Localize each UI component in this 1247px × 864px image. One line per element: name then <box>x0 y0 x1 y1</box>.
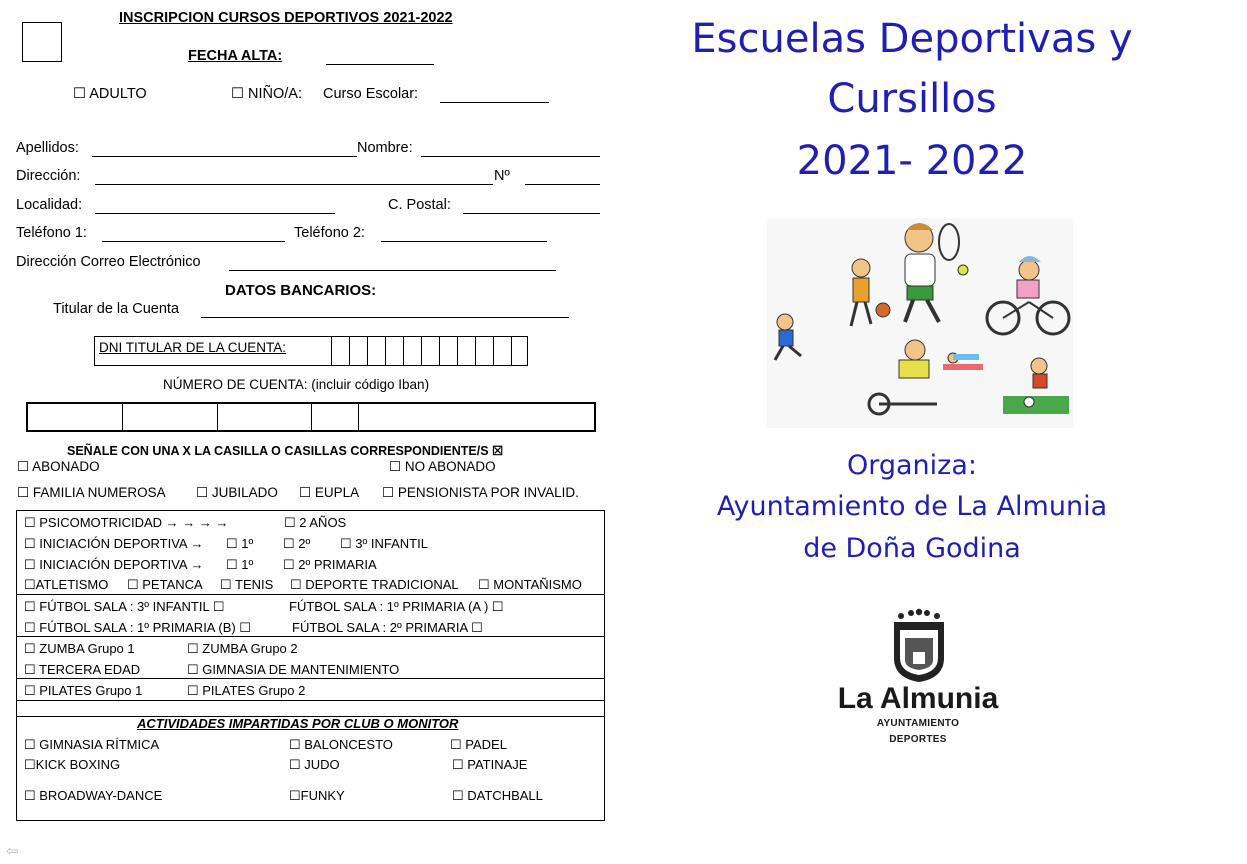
cpostal-field[interactable] <box>463 213 600 214</box>
account-divider <box>311 404 312 430</box>
zumba-2-checkbox[interactable]: ☐ ZUMBA Grupo 2 <box>187 641 298 656</box>
funky-checkbox[interactable]: ☐FUNKY <box>289 788 345 803</box>
numero-label: Nº <box>494 168 510 184</box>
nombre-field[interactable] <box>421 156 600 157</box>
dni-titular-label: DNI TITULAR DE LA CUENTA: <box>99 340 287 355</box>
numero-field[interactable] <box>525 184 600 185</box>
fecha-alta-field[interactable] <box>326 64 434 65</box>
broadway-dance-checkbox[interactable]: ☐ BROADWAY-DANCE <box>24 788 163 803</box>
telefono1-label: Teléfono 1: <box>16 225 87 241</box>
zumba-1-checkbox[interactable]: ☐ ZUMBA Grupo 1 <box>24 641 135 656</box>
tenis-checkbox[interactable]: ☐ TENIS <box>220 577 274 592</box>
dos-anos-checkbox[interactable]: ☐ 2 AÑOS <box>284 515 347 530</box>
exercise-bike-icon <box>869 340 937 414</box>
table-divider <box>16 594 605 595</box>
dni-cell[interactable] <box>385 337 401 365</box>
club-activities-heading: ACTIVIDADES IMPARTIDAS POR CLUB O MONITOR <box>137 716 459 731</box>
basketball-player-icon <box>851 259 890 326</box>
senale-instruction: SEÑALE CON UNA X LA CASILLA O CASILLAS CORRESPONDIENTE/S ☒ <box>67 444 504 458</box>
direccion-field[interactable] <box>95 184 493 185</box>
adulto-checkbox[interactable]: ☐ ADULTO <box>73 86 147 102</box>
pensionista-checkbox[interactable]: ☐ PENSIONISTA POR INVALID. <box>382 485 579 500</box>
cpostal-label: C. Postal: <box>388 197 451 213</box>
dni-cell[interactable] <box>475 337 491 365</box>
account-divider <box>122 404 123 430</box>
titular-field[interactable] <box>201 317 569 318</box>
table-divider <box>16 678 605 679</box>
futbol-3-infantil-checkbox[interactable]: ☐ FÚTBOL SALA : 3º INFANTIL ☐ <box>24 599 225 614</box>
runner-icon <box>775 314 801 360</box>
inic-infantil-1-checkbox[interactable]: ☐ 1º <box>226 536 254 551</box>
email-label: Dirección Correo Electrónico <box>16 254 201 270</box>
cover-title-line2: Cursillos <box>827 76 997 122</box>
padel-checkbox[interactable]: ☐ PADEL <box>450 737 507 752</box>
numero-cuenta-label: NÚMERO DE CUENTA: (incluir código Iban) <box>163 377 430 392</box>
telefono2-field[interactable] <box>381 241 547 242</box>
apellidos-field[interactable] <box>92 156 357 157</box>
localidad-label: Localidad: <box>16 197 83 213</box>
cover-title-line3: 2021- 2022 <box>796 138 1028 184</box>
cyclist-icon <box>987 256 1069 334</box>
inic-primaria-1-checkbox[interactable]: ☐ 1º <box>226 557 254 572</box>
account-divider <box>217 404 218 430</box>
ayuntamiento-line2: de Doña Godina <box>803 533 1021 564</box>
gymnast-icon <box>943 353 983 370</box>
jubilado-checkbox[interactable]: ☐ JUBILADO <box>196 485 278 500</box>
dni-cell[interactable] <box>367 337 383 365</box>
gimnasia-ritmica-checkbox[interactable]: ☐ GIMNASIA RÍTMICA <box>24 737 160 752</box>
pilates-2-checkbox[interactable]: ☐ PILATES Grupo 2 <box>187 683 306 698</box>
dni-titular-box[interactable] <box>94 336 528 366</box>
iniciacion-infantil-label: ☐ INICIACIÓN DEPORTIVA → <box>24 536 204 551</box>
eupla-checkbox[interactable]: ☐ EUPLA <box>299 485 360 500</box>
fecha-alta-label: FECHA ALTA: <box>188 48 283 64</box>
pilates-1-checkbox[interactable]: ☐ PILATES Grupo 1 <box>24 683 143 698</box>
localidad-field[interactable] <box>95 213 335 214</box>
tercera-edad-checkbox[interactable]: ☐ TERCERA EDAD <box>24 662 141 677</box>
inic-infantil-3-checkbox[interactable]: ☐ 3º INFANTIL <box>340 536 428 551</box>
account-divider <box>358 404 359 430</box>
back-arrow-icon[interactable]: ⇦ <box>6 843 19 860</box>
titular-label: Titular de la Cuenta <box>53 301 180 317</box>
kick-boxing-checkbox[interactable]: ☐KICK BOXING <box>24 757 121 772</box>
nombre-label: Nombre: <box>357 140 413 156</box>
futbol-1-primaria-b-checkbox[interactable]: ☐ FÚTBOL SALA : 1º PRIMARIA (B) ☐ <box>24 620 251 635</box>
no-abonado-checkbox[interactable]: ☐ NO ABONADO <box>389 459 496 474</box>
table-divider <box>16 636 605 637</box>
kids-sports-illustration <box>767 218 1073 428</box>
dni-cell[interactable] <box>511 337 527 365</box>
iniciacion-primaria-label: ☐ INICIACIÓN DEPORTIVA → <box>24 557 204 572</box>
montanismo-checkbox[interactable]: ☐ MONTAÑISMO <box>478 577 582 592</box>
soccer-player-icon <box>1003 358 1069 414</box>
patinaje-checkbox[interactable]: ☐ PATINAJE <box>452 757 528 772</box>
dni-cell[interactable] <box>439 337 455 365</box>
dni-cell[interactable] <box>403 337 419 365</box>
dni-cell[interactable] <box>421 337 437 365</box>
datchball-checkbox[interactable]: ☐ DATCHBALL <box>452 788 543 803</box>
logo-name: La Almunia <box>837 682 999 715</box>
telefono1-field[interactable] <box>102 241 285 242</box>
photo-box[interactable] <box>22 22 62 62</box>
dni-cell[interactable] <box>331 337 347 365</box>
form-title: INSCRIPCION CURSOS DEPORTIVOS 2021-2022 <box>119 10 453 26</box>
abonado-checkbox[interactable]: ☐ ABONADO <box>17 459 100 474</box>
email-field[interactable] <box>229 270 556 271</box>
futbol-2-primaria-checkbox[interactable]: FÚTBOL SALA : 2º PRIMARIA ☐ <box>292 620 483 635</box>
datos-bancarios-heading: DATOS BANCARIOS: <box>225 282 377 299</box>
dni-cell[interactable] <box>349 337 365 365</box>
tennis-player-icon <box>905 223 968 322</box>
logo-sub-deportes: DEPORTES <box>889 734 947 745</box>
organiza-label: Organiza: <box>847 450 977 481</box>
table-divider <box>16 700 605 701</box>
logo-sub-ayuntamiento: AYUNTAMIENTO <box>876 718 960 729</box>
curso-escolar-label: Curso Escolar: <box>323 86 419 102</box>
petanca-checkbox[interactable]: ☐ PETANCA <box>127 577 203 592</box>
dni-cell[interactable] <box>493 337 509 365</box>
baloncesto-checkbox[interactable]: ☐ BALONCESTO <box>289 737 393 752</box>
account-number-box[interactable] <box>26 402 596 432</box>
deporte-tradicional-checkbox[interactable]: ☐ DEPORTE TRADICIONAL <box>290 577 459 592</box>
town-crest-icon <box>889 608 949 684</box>
ayuntamiento-line1: Ayuntamiento de La Almunia <box>716 491 1108 522</box>
apellidos-label: Apellidos: <box>16 140 79 156</box>
nino-checkbox[interactable]: ☐ NIÑO/A: <box>231 86 303 102</box>
inic-primaria-2-checkbox[interactable]: ☐ 2º PRIMARIA <box>283 557 377 572</box>
cover-title-line1: Escuelas Deportivas y <box>691 16 1133 62</box>
direccion-label: Dirección: <box>16 168 81 184</box>
curso-escolar-field[interactable] <box>440 102 549 103</box>
psicomotricidad-checkbox[interactable]: ☐ PSICOMOTRICIDAD → → → → <box>24 515 229 530</box>
gimnasia-mantenimiento-checkbox[interactable]: ☐ GIMNASIA DE MANTENIMIENTO <box>187 662 400 677</box>
judo-checkbox[interactable]: ☐ JUDO <box>289 757 340 772</box>
futbol-1-primaria-a-checkbox[interactable]: FÚTBOL SALA : 1º PRIMARIA (A ) ☐ <box>289 599 504 614</box>
dni-cell[interactable] <box>457 337 473 365</box>
familia-numerosa-checkbox[interactable]: ☐ FAMILIA NUMEROSA <box>17 485 166 500</box>
atletismo-checkbox[interactable]: ☐ATLETISMO <box>24 577 109 592</box>
inic-infantil-2-checkbox[interactable]: ☐ 2º <box>283 536 311 551</box>
telefono2-label: Teléfono 2: <box>294 225 365 241</box>
